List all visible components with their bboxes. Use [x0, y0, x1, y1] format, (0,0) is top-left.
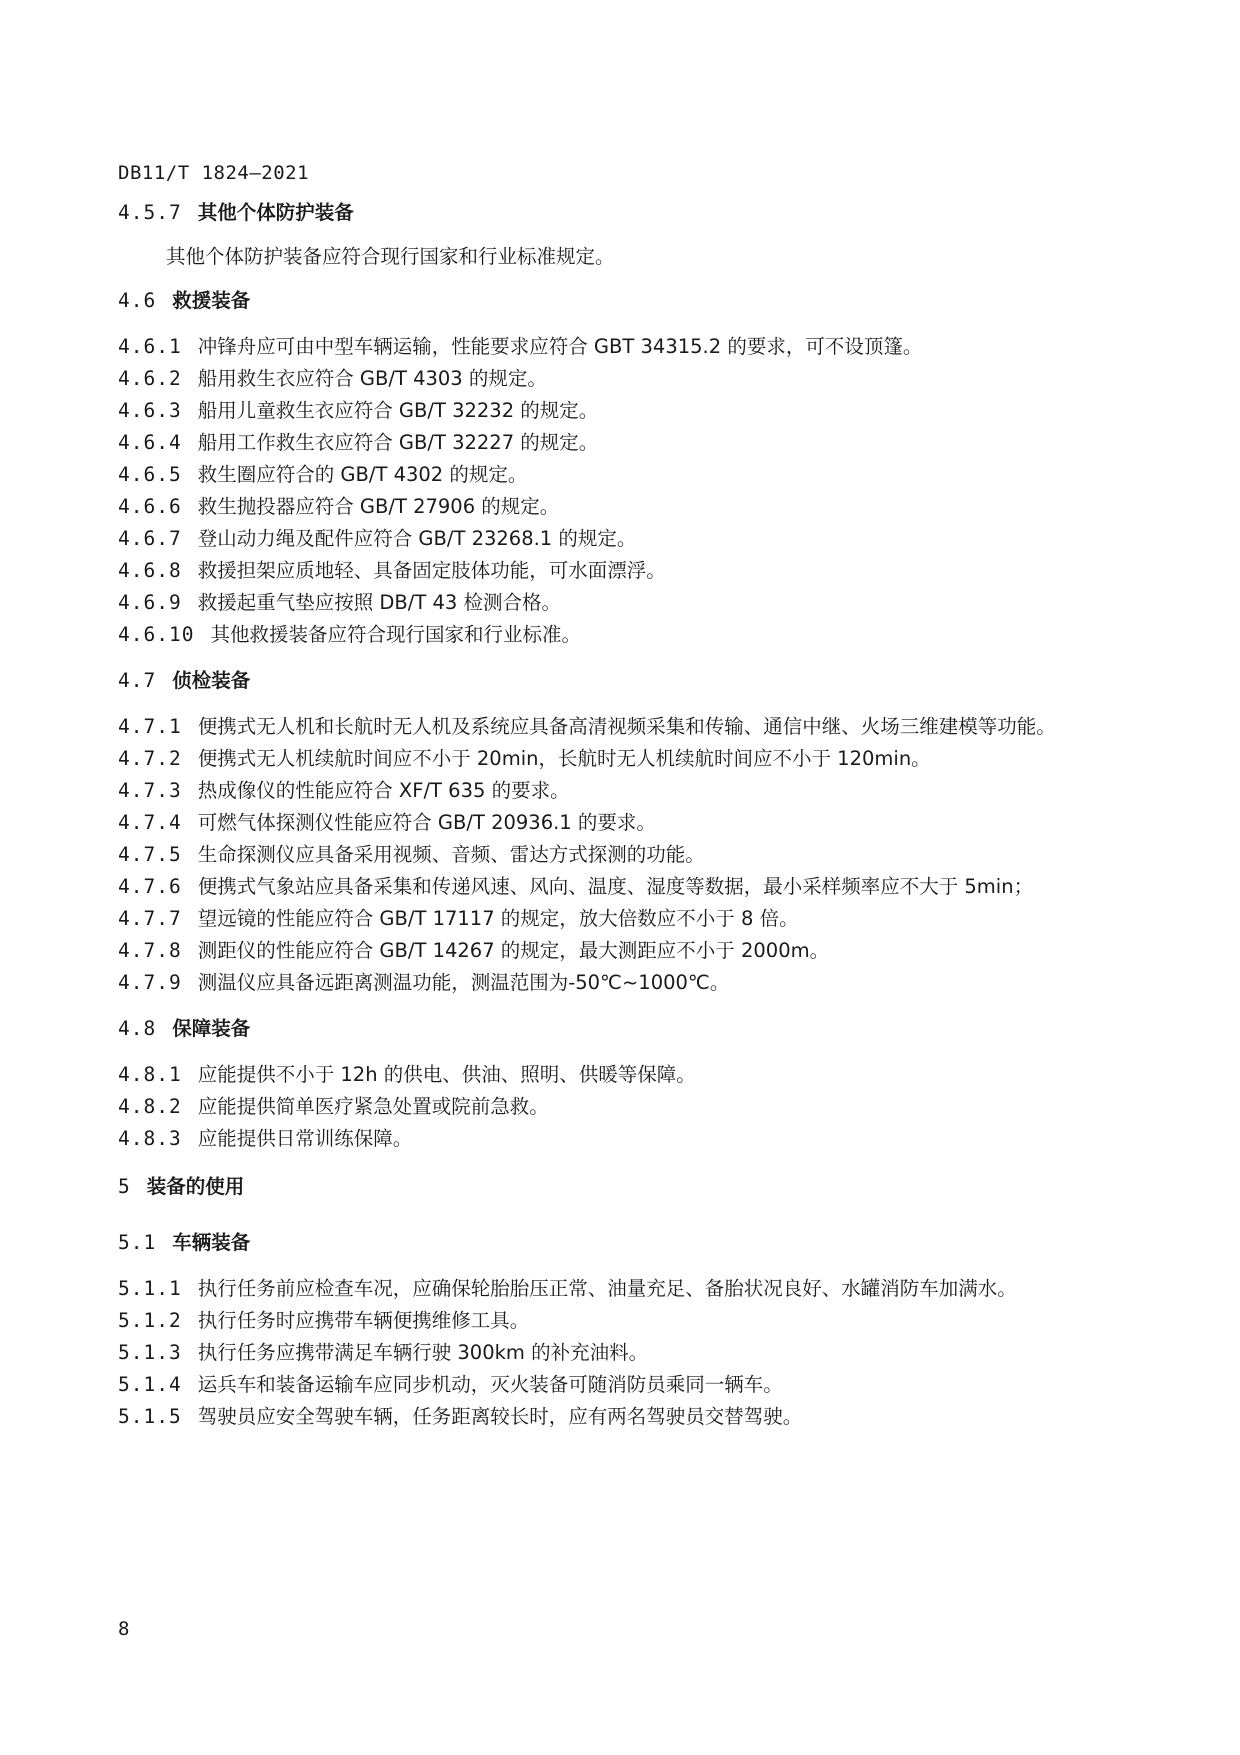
clause-text: 执行任务应携带满足车辆行驶 300km 的补充油料。: [197, 1341, 649, 1364]
clause-item: [118, 364, 1103, 394]
clause-item: [118, 1306, 1103, 1336]
clause-item: [118, 332, 1103, 362]
clause-number: 4.8.2: [118, 1095, 182, 1118]
clause-item: [118, 904, 1103, 934]
clause-number: 4.7.3: [118, 779, 182, 802]
clause-text: 生命探测仪应具备采用视频、音频、雷达方式探测的功能。: [197, 843, 705, 866]
clause-number: 4.7.5: [118, 843, 182, 866]
section-title: 其他个体防护装备: [197, 201, 354, 224]
clause-text: 救援起重气垫应按照 DB/T 43 检测合格。: [197, 591, 561, 614]
section-heading-4-6: [118, 286, 1103, 316]
clause-item: [118, 588, 1103, 618]
clause-number: 4.6.8: [118, 559, 182, 582]
chapter-heading-5: [118, 1172, 1103, 1202]
clause-text: 其他救援装备应符合现行国家和行业标准。: [210, 623, 581, 646]
clause-item: [118, 524, 1103, 554]
clause-number: 4.7.6: [118, 875, 182, 898]
clause-text: 应能提供简单医疗紧急处置或院前急救。: [197, 1095, 549, 1118]
clause-text: 驾驶员应安全驾驶车辆，任务距离较长时，应有两名驾驶员交替驾驶。: [197, 1405, 803, 1428]
section-number: 4.8: [118, 1017, 157, 1040]
clause-number: 4.8.3: [118, 1127, 182, 1150]
section-heading-5-1: [118, 1228, 1103, 1258]
clause-text: 可燃气体探测仪性能应符合 GB/T 20936.1 的要求。: [197, 811, 656, 834]
section-paragraph: 其他个体防护装备应符合现行国家和行业标准规定。: [166, 245, 615, 268]
clause-number: 4.7.7: [118, 907, 182, 930]
clause-list-4-6: [118, 332, 1103, 650]
clause-text: 船用救生衣应符合 GB/T 4303 的规定。: [197, 367, 547, 390]
clause-number: 5.1.2: [118, 1309, 182, 1332]
document-code-header: DB11/T 1824—2021: [118, 162, 310, 184]
chapter-title: 装备的使用: [146, 1175, 245, 1198]
clause-text: 救生圈应符合的 GB/T 4302 的规定。: [197, 463, 528, 486]
clause-item: [118, 556, 1103, 586]
clause-text: 救援担架应质地轻、具备固定肢体功能，可水面漂浮。: [197, 559, 666, 582]
section-number: 4.6: [118, 289, 157, 312]
clause-item: [118, 460, 1103, 490]
clause-text: 船用儿童救生衣应符合 GB/T 32232 的规定。: [197, 399, 599, 422]
clause-number: 5.1.4: [118, 1373, 182, 1396]
section-title: 救援装备: [172, 289, 251, 312]
section-number: 4.7: [118, 669, 157, 692]
clause-item: [118, 1060, 1103, 1090]
clause-text: 船用工作救生衣应符合 GB/T 32227 的规定。: [197, 431, 599, 454]
section-title: 车辆装备: [172, 1231, 251, 1254]
clause-item: [118, 492, 1103, 522]
clause-item: [118, 840, 1103, 870]
clause-item: [118, 1402, 1103, 1432]
clause-number: 4.7.9: [118, 971, 182, 994]
clause-item: [118, 1274, 1103, 1304]
chapter-number: 5: [118, 1175, 131, 1198]
clause-number: 4.7.2: [118, 747, 182, 770]
clause-text: 便携式无人机续航时间应不小于 20min，长航时无人机续航时间应不小于 120min。: [197, 747, 931, 770]
page-number: 8: [118, 1618, 130, 1640]
clause-item: [118, 396, 1103, 426]
clause-number: 4.6.1: [118, 335, 182, 358]
clause-number: 4.8.1: [118, 1063, 182, 1086]
clause-list-5-1: [118, 1274, 1103, 1432]
clause-number: 4.6.5: [118, 463, 182, 486]
clause-text: 执行任务前应检查车况，应确保轮胎胎压正常、油量充足、备胎状况良好、水罐消防车加满水。: [197, 1277, 1017, 1300]
clause-item: [118, 1370, 1103, 1400]
clause-text: 应能提供不小于 12h 的供电、供油、照明、供暖等保障。: [197, 1063, 696, 1086]
clause-text: 执行任务时应携带车辆便携维修工具。: [197, 1309, 530, 1332]
clause-number: 4.7.4: [118, 811, 182, 834]
clause-item: [118, 620, 1103, 650]
section-heading-4-5-7: [118, 198, 1103, 228]
clause-number: 4.6.7: [118, 527, 182, 550]
section-heading-4-7: [118, 666, 1103, 696]
page-content: [118, 198, 1103, 1448]
clause-item: [118, 808, 1103, 838]
clause-text: 热成像仪的性能应符合 XF/T 635 的要求。: [197, 779, 570, 802]
clause-list-4-7: [118, 712, 1103, 998]
clause-text: 冲锋舟应可由中型车辆运输，性能要求应符合 GBT 34315.2 的要求，可不设顶篷。: [197, 335, 923, 358]
clause-text: 测温仪应具备远距离测温功能，测温范围为-50℃~1000℃。: [197, 971, 730, 994]
clause-item: [118, 776, 1103, 806]
section-title: 侦检装备: [172, 669, 251, 692]
clause-text: 救生抛投器应符合 GB/T 27906 的规定。: [197, 495, 560, 518]
clause-list-4-8: [118, 1060, 1103, 1154]
clause-number: 4.6.10: [118, 623, 195, 646]
clause-item: [118, 1338, 1103, 1368]
clause-text: 运兵车和装备运输车应同步机动，灭火装备可随消防员乘同一辆车。: [197, 1373, 783, 1396]
section-number: 4.5.7: [118, 201, 182, 224]
clause-text: 测距仪的性能应符合 GB/T 14267 的规定，最大测距应不小于 2000m。: [197, 939, 830, 962]
clause-text: 望远镜的性能应符合 GB/T 17117 的规定，放大倍数应不小于 8 倍。: [197, 907, 799, 930]
clause-number: 4.6.6: [118, 495, 182, 518]
clause-item: [118, 712, 1103, 742]
clause-number: 4.6.9: [118, 591, 182, 614]
clause-number: 5.1.5: [118, 1405, 182, 1428]
clause-text: 应能提供日常训练保障。: [197, 1127, 413, 1150]
clause-text: 登山动力绳及配件应符合 GB/T 23268.1 的规定。: [197, 527, 637, 550]
clause-number: 5.1.1: [118, 1277, 182, 1300]
clause-number: 4.7.8: [118, 939, 182, 962]
clause-item: [118, 872, 1103, 902]
clause-text: 便携式气象站应具备采集和传递风速、风向、温度、湿度等数据，最小采样频率应不大于 5min；: [197, 875, 1034, 898]
clause-item: [118, 1092, 1103, 1122]
clause-item: [118, 936, 1103, 966]
clause-item: [118, 968, 1103, 998]
section-heading-4-8: [118, 1014, 1103, 1044]
clause-text: 便携式无人机和长航时无人机及系统应具备高清视频采集和传输、通信中继、火场三维建模等功能。: [197, 715, 1056, 738]
clause-number: 4.6.3: [118, 399, 182, 422]
clause-number: 4.6.2: [118, 367, 182, 390]
clause-number: 4.6.4: [118, 431, 182, 454]
section-title: 保障装备: [172, 1017, 251, 1040]
clause-item: [118, 744, 1103, 774]
section-number: 5.1: [118, 1231, 157, 1254]
clause-item: [118, 428, 1103, 458]
clause-item: [118, 1124, 1103, 1154]
clause-number: 4.7.1: [118, 715, 182, 738]
clause-number: 5.1.3: [118, 1341, 182, 1364]
